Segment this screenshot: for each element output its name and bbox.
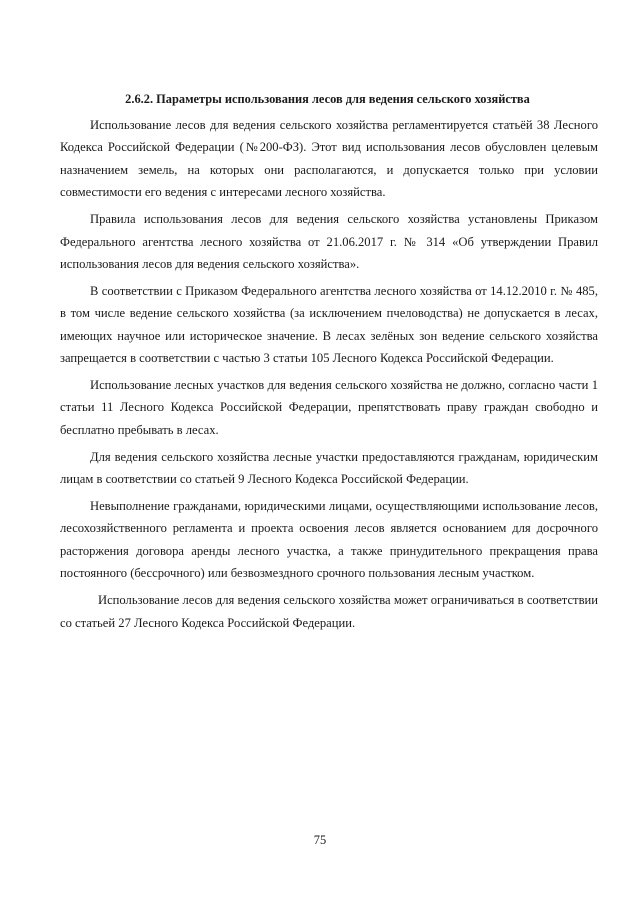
paragraph-termination: Невыполнение гражданами, юридическими лицами, осуществляющими использование лесов, лесохозяйственного регламента и проекта освоения лесов является основанием для досрочного расторжения договора аренды лесного участка, а также принудительного прекращения права постоянного (бессрочного) или безвозмездного срочного пользования лесным участком.: [60, 499, 598, 581]
paragraph-article-27: Использование лесов для ведения сельского хозяйства может ограничиваться в соответствии со статьей 27 Лесного Кодекса Российской Федерации.: [60, 593, 598, 630]
paragraph-article-11: Использование лесных участков для ведения сельского хозяйства не должно, согласно части 1 статьи 11 Лесного Кодекса Российской Федерации, препятствовать праву граждан свободно и бесплатно пребывать в лесах.: [60, 377, 598, 437]
body-text: [60, 114, 598, 638]
section-heading: 2.6.2. Параметры использования лесов для ведения сельского хозяйства: [125, 92, 530, 106]
paragraph-article-9: Для ведения сельского хозяйства лесные участки предоставляются гражданам, юридическим лицам в соответствии со статьей 9 Лесного Кодекса Российской Федерации.: [60, 449, 598, 487]
paragraph-order-314: Правила использования лесов для ведения сельского хозяйства установлены Приказом Федерального агентства лесного хозяйства от 21.06.2017 г. № 314 «Об утверждении Правил использования лесов для ведения сельского хозяйства».: [60, 212, 598, 271]
page-number: 75: [313, 833, 327, 847]
paragraph-order-485: В соответствии с Приказом Федерального агентства лесного хозяйства от 14.12.2010 г. № 485, в том числе ведение сельского хозяйства (за исключением пчеловодства) не допускается в лесах, имеющих научное или историческое значение. В лесах зелёных зон ведение сельского хозяйства запрещается в соответствии с частью 3 статьи 105 Лесного Кодекса Российской Федерации.: [60, 283, 598, 366]
paragraph-article-38: Использование лесов для ведения сельского хозяйства регламентируется статьёй 38 Лесного Кодекса Российской Федерации (№200-ФЗ). Этот вид использования лесов обусловлен целевым назначением земель, на которых они располагаются, и допускается только при условии совместимости его ведения с интересами лесного хозяйства.: [60, 118, 598, 200]
